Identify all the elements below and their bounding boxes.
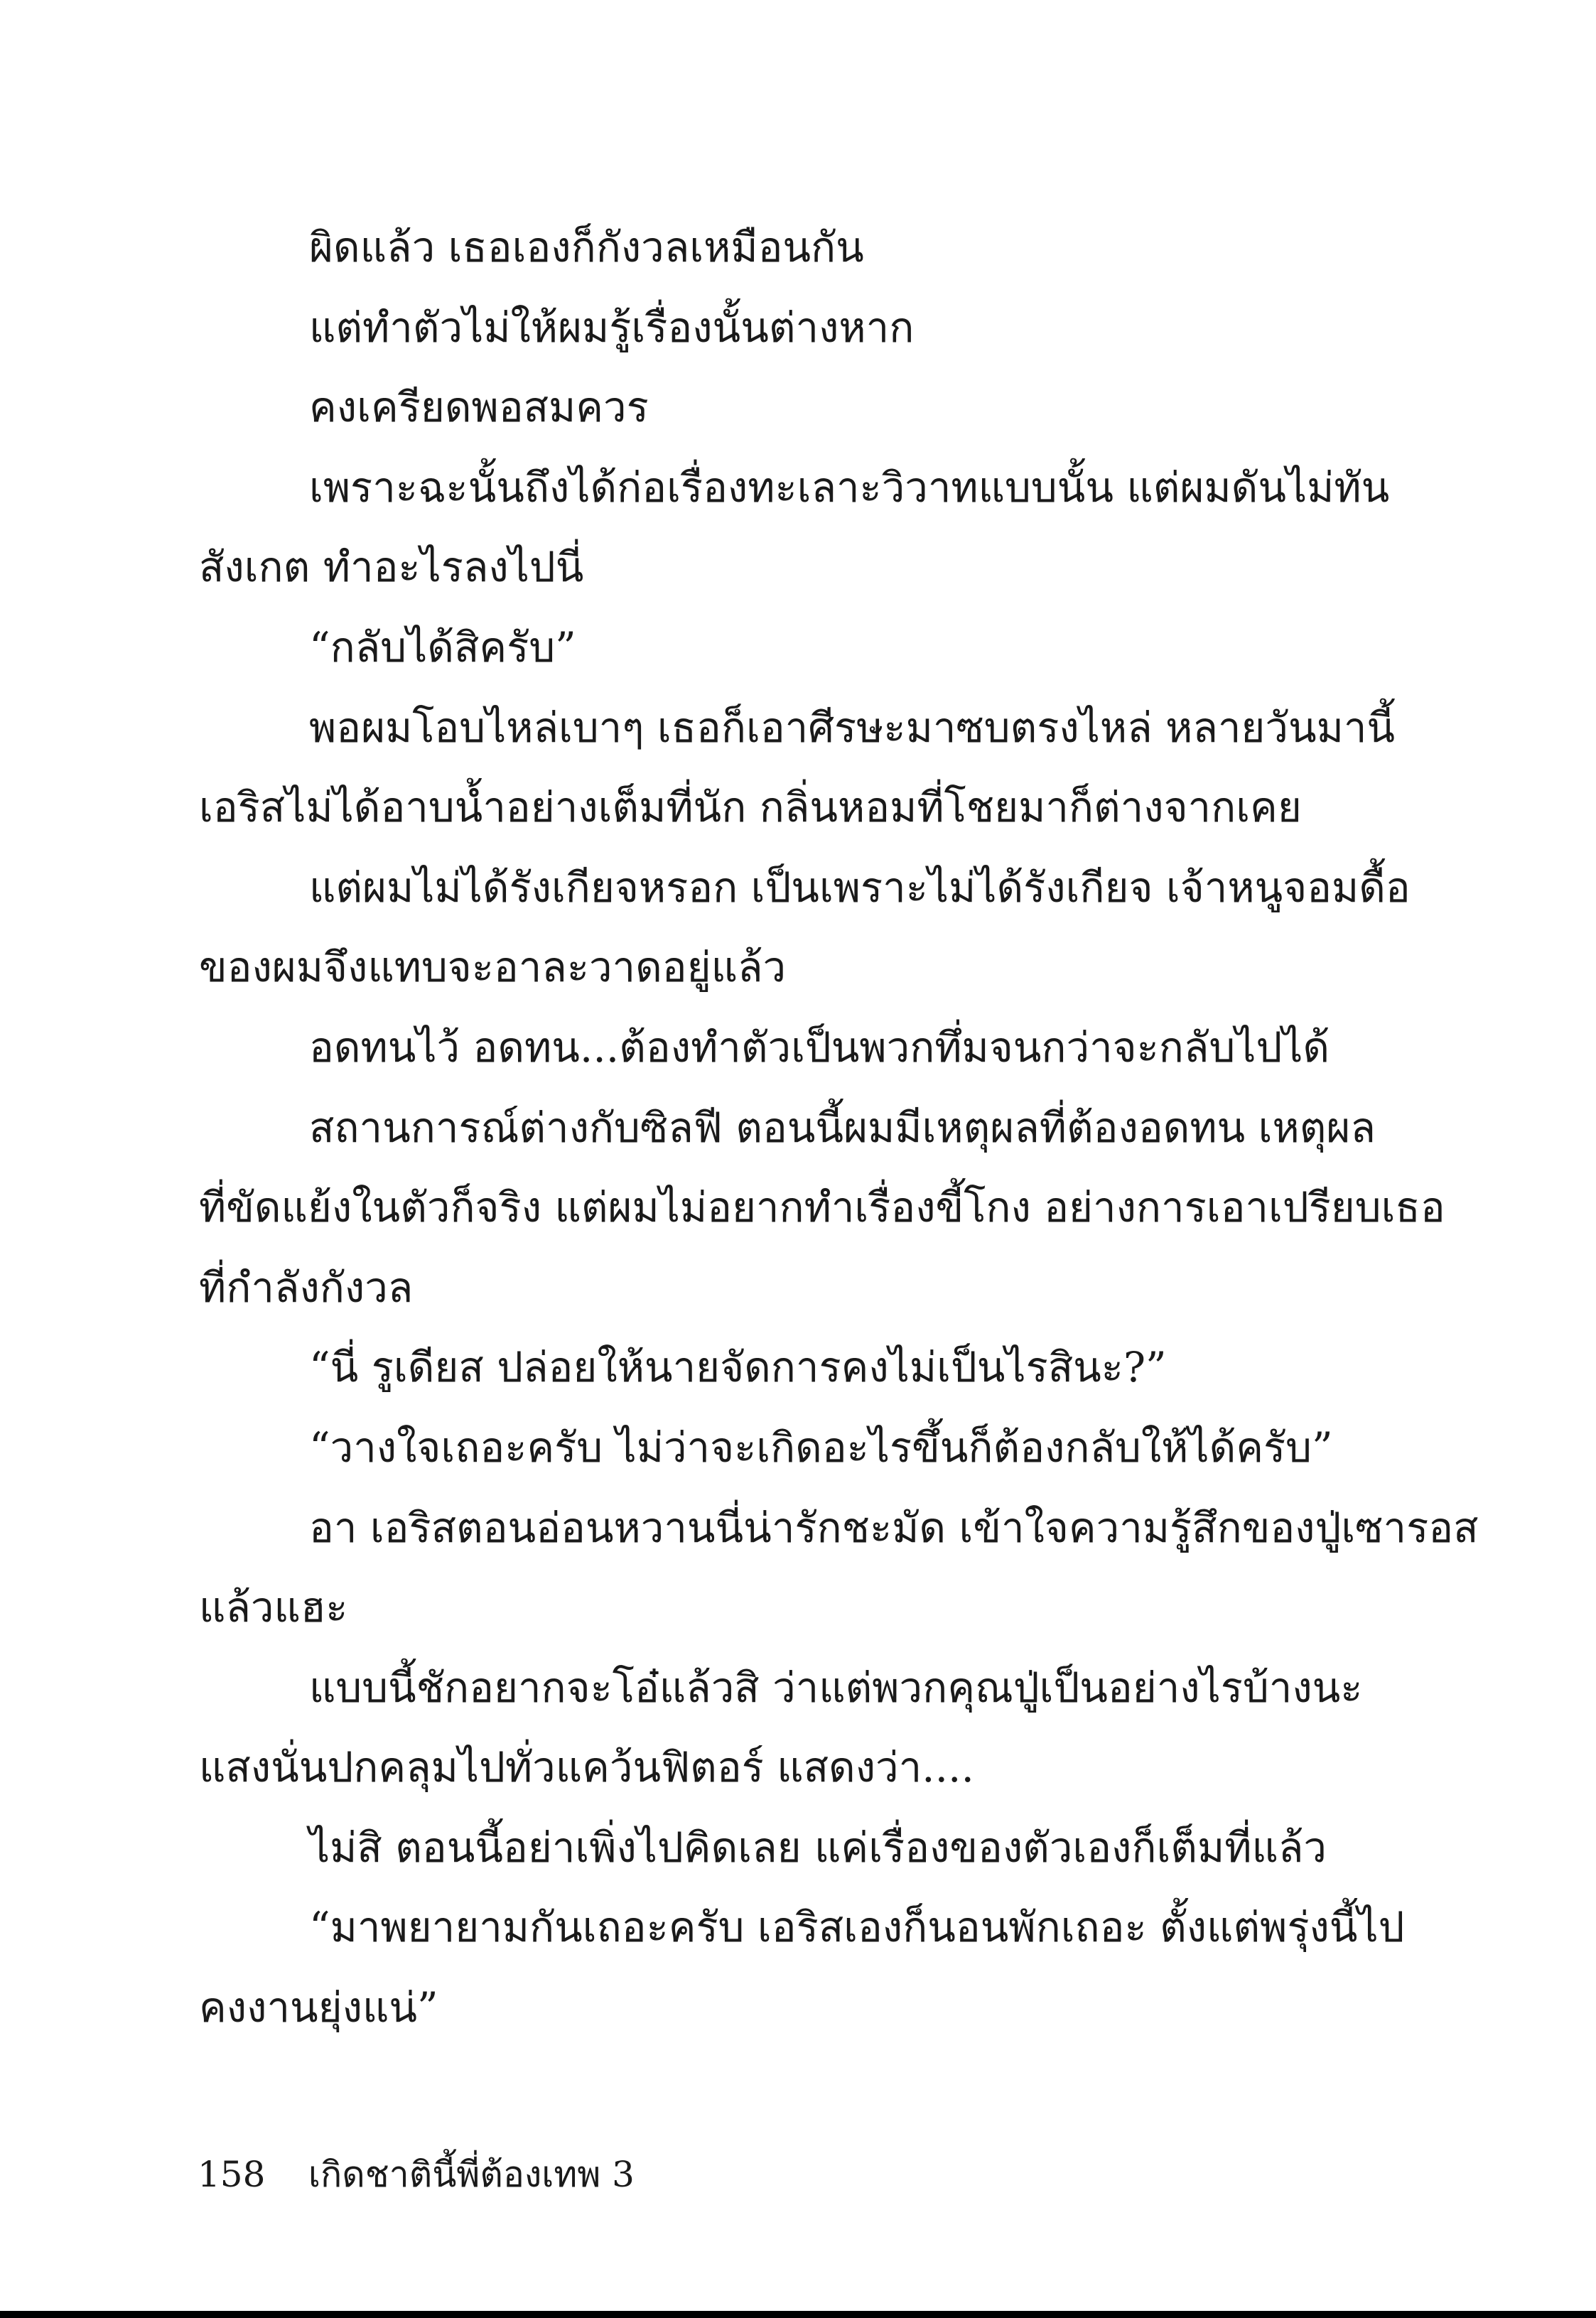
text-line: ไม่สิ ตอนนี้อย่าเพิ่งไปคิดเลย แค่เรื่องของตัวเองก็เต็มที่แล้ว bbox=[309, 1823, 1327, 1872]
text-line: ของผมจึงแทบจะอาละวาดอยู่แล้ว bbox=[199, 943, 787, 992]
text-line: สถานการณ์ต่างกับซิลฟี ตอนนี้ผมมีเหตุผลที่ต้องอดทน เหตุผล bbox=[309, 1103, 1376, 1152]
bottom-border bbox=[0, 2311, 1596, 2318]
text-line: แล้วแฮะ bbox=[199, 1583, 348, 1632]
text-line: “กลับได้สิครับ” bbox=[309, 622, 576, 672]
text-line: ผิดแล้ว เธอเองก็กังวลเหมือนกัน bbox=[309, 223, 864, 271]
text-line: แต่ทำตัวไม่ให้ผมรู้เรื่องนั้นต่างหาก bbox=[309, 303, 915, 352]
page-number: 158 bbox=[198, 2154, 266, 2195]
text-line: เอริสไม่ได้อาบน้ำอย่างเต็มที่นัก กลิ่นหอมที่โชยมาก็ต่างจากเคย bbox=[199, 783, 1302, 832]
text-line: เพราะฉะนั้นถึงได้ก่อเรื่องทะเลาะวิวาทแบบนั้น แต่ผมดันไม่ทัน bbox=[309, 463, 1390, 512]
text-line: พอผมโอบไหล่เบาๆ เธอก็เอาศีรษะมาซบตรงไหล่ หลายวันมานี้ bbox=[309, 703, 1396, 752]
text-line: คงเครียดพอสมควร bbox=[309, 383, 649, 432]
text-line: สังเกต ทำอะไรลงไปนี่ bbox=[199, 543, 584, 592]
text-line: ที่กำลังกังวล bbox=[199, 1263, 414, 1312]
text-line: อา เอริสตอนอ่อนหวานนี่น่ารักชะมัด เข้าใจความรู้สึกของปู่เซารอส bbox=[309, 1503, 1479, 1552]
text-line: “มาพยายามกันเถอะครับ เอริสเองก็นอนพักเถอะ ตั้งแต่พรุ่งนี้ไป bbox=[309, 1903, 1405, 1952]
text-line: อดทนไว้ อดทน...ต้องทำตัวเป็นพวกทึ่มจนกว่าจะกลับไปได้ bbox=[309, 1023, 1330, 1072]
text-line: แต่ผมไม่ได้รังเกียจหรอก เป็นเพราะไม่ได้รังเกียจ เจ้าหนูจอมดื้อ bbox=[309, 863, 1411, 912]
page-footer bbox=[198, 2150, 635, 2199]
text-line: คงงานยุ่งแน่” bbox=[199, 1983, 438, 2032]
text-line: แสงนั่นปกคลุมไปทั่วแคว้นฟิตอร์ แสดงว่า.... bbox=[199, 1743, 974, 1792]
book-title: เกิดชาตินี้พี่ต้องเทพ 3 bbox=[308, 2154, 635, 2195]
body-text bbox=[199, 207, 1479, 2048]
text-line: แบบนี้ชักอยากจะโอ๋แล้วสิ ว่าแต่พวกคุณปู่เป็นอย่างไรบ้างนะ bbox=[309, 1663, 1363, 1712]
text-line: “วางใจเถอะครับ ไม่ว่าจะเกิดอะไรขึ้นก็ต้องกลับให้ได้ครับ” bbox=[309, 1423, 1333, 1472]
text-line: “นี่ รูเดียส ปล่อยให้นายจัดการคงไม่เป็นไรสินะ?” bbox=[309, 1343, 1167, 1392]
text-line: ที่ขัดแย้งในตัวก็จริง แต่ผมไม่อยากทำเรื่องขี้โกง อย่างการเอาเปรียบเธอ bbox=[199, 1183, 1445, 1232]
